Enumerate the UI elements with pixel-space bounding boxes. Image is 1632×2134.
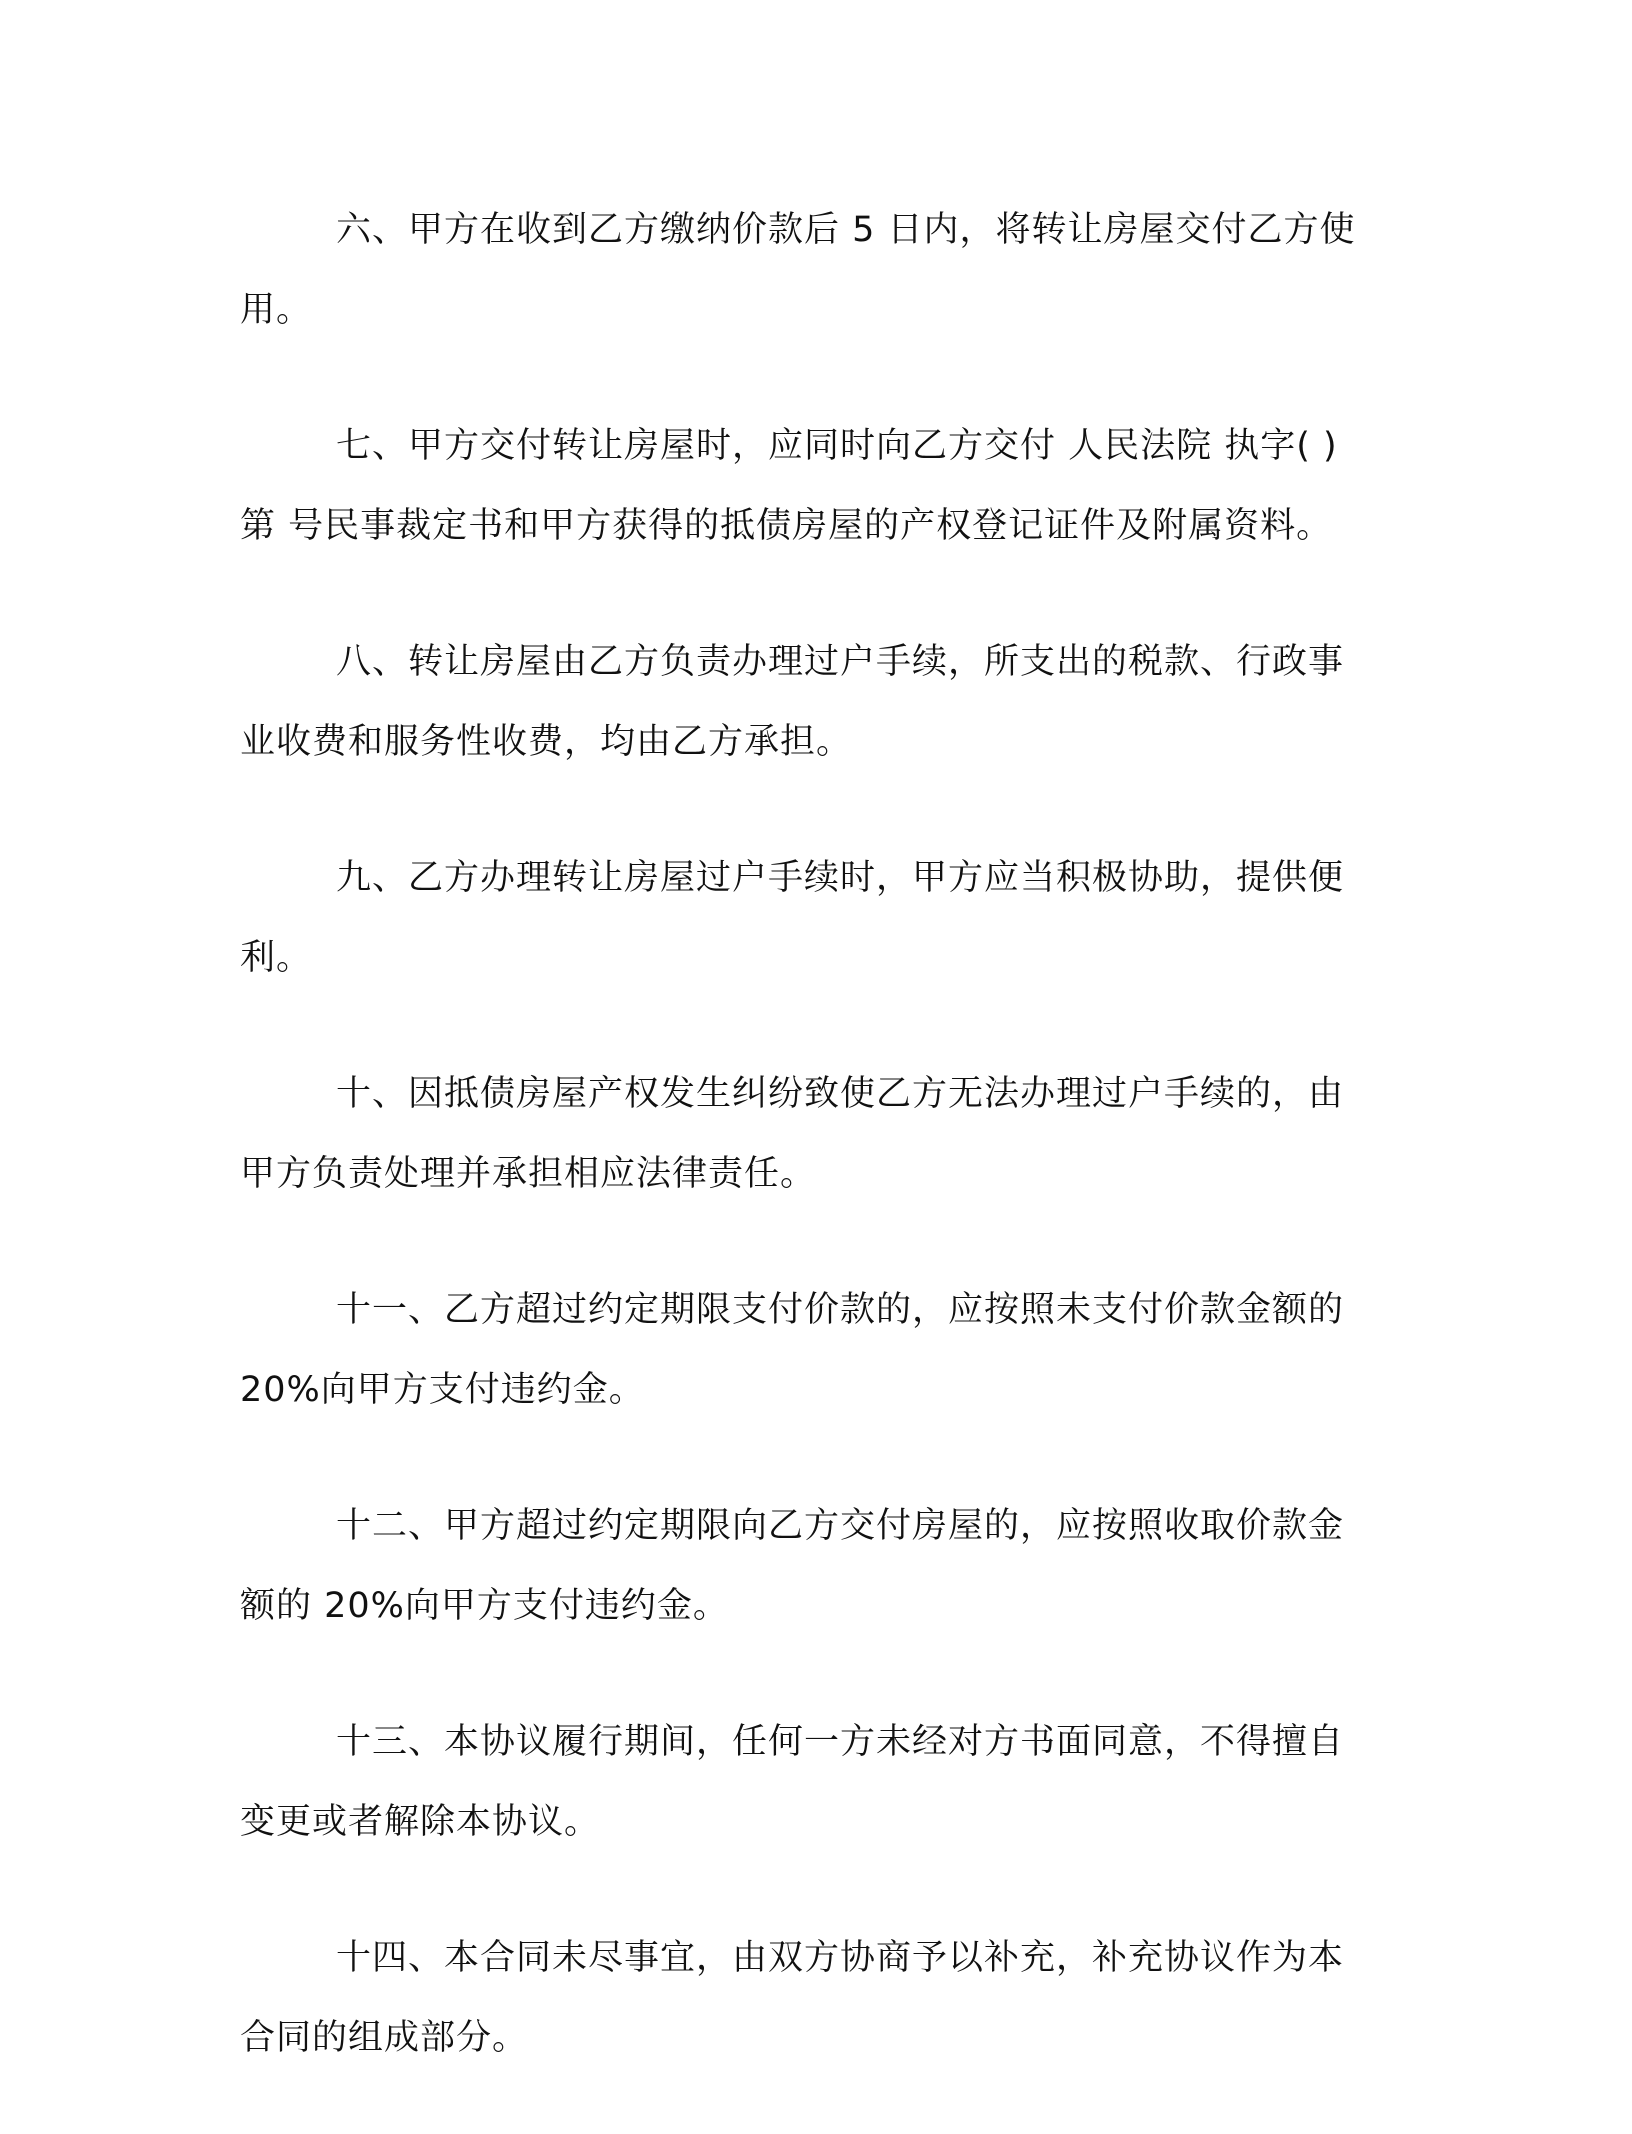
clause-6 xyxy=(240,190,1375,350)
clause-line: 合同的组成部分。 xyxy=(240,2018,529,2058)
clause-line: 九、乙方办理转让房屋过户手续时，甲方应当积极协助，提供便 xyxy=(336,858,1345,898)
clause-13 xyxy=(240,1702,1375,1862)
clause-line: 十、因抵债房屋产权发生纠纷致使乙方无法办理过户手续的，由 xyxy=(336,1074,1345,1114)
clause-10 xyxy=(240,1054,1375,1214)
clause-line: 十四、本合同未尽事宜，由双方协商予以补充，补充协议作为本 xyxy=(336,1938,1345,1978)
clause-line: 第 号民事裁定书和甲方获得的抵债房屋的产权登记证件及附属资料。 xyxy=(240,506,1333,546)
document-body xyxy=(240,190,1375,2134)
clause-9 xyxy=(240,838,1375,998)
clause-line: 七、甲方交付转让房屋时，应同时向乙方交付 人民法院 执字( ) xyxy=(336,426,1338,466)
clause-8 xyxy=(240,622,1375,782)
clause-line: 利。 xyxy=(240,938,313,978)
clause-line: 六、甲方在收到乙方缴纳价款后 5 日内，将转让房屋交付乙方使 xyxy=(336,210,1356,250)
clause-line: 变更或者解除本协议。 xyxy=(240,1802,601,1842)
clause-7 xyxy=(240,406,1375,566)
clause-14 xyxy=(240,1918,1375,2078)
clause-line: 额的 20%向甲方支付违约金。 xyxy=(240,1586,729,1626)
clause-line: 十一、乙方超过约定期限支付价款的，应按照未支付价款金额的 xyxy=(336,1290,1345,1330)
clause-line: 八、转让房屋由乙方负责办理过户手续，所支出的税款、行政事 xyxy=(336,642,1345,682)
clause-line: 20%向甲方支付违约金。 xyxy=(240,1370,645,1410)
clause-line: 甲方负责处理并承担相应法律责任。 xyxy=(240,1154,817,1194)
clause-line: 十二、甲方超过约定期限向乙方交付房屋的，应按照收取价款金 xyxy=(336,1506,1345,1546)
clause-12 xyxy=(240,1486,1375,1646)
clause-line: 业收费和服务性收费，均由乙方承担。 xyxy=(240,722,853,762)
clause-line: 十三、本协议履行期间，任何一方未经对方书面同意，不得擅自 xyxy=(336,1722,1345,1762)
clause-line: 用。 xyxy=(240,290,313,330)
clause-11 xyxy=(240,1270,1375,1430)
